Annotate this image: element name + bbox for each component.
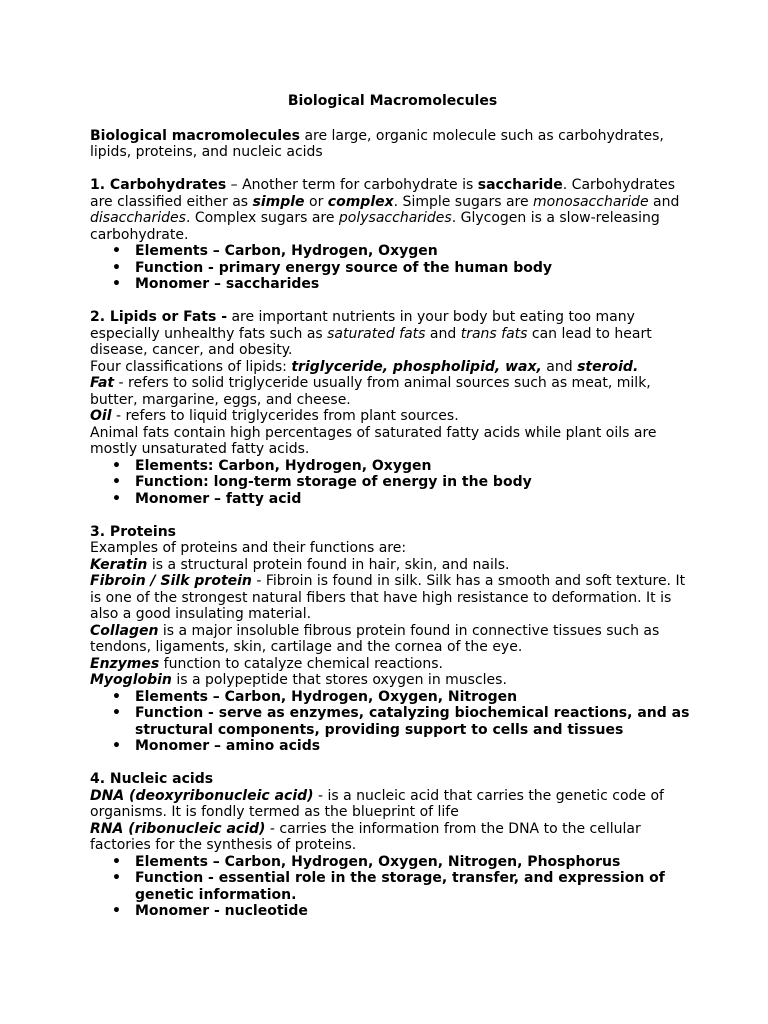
animal-fats-paragraph: Animal fats contain high percentages of saturated fatty acids while plant oils are mostly unsaturated fatty acids. [90, 424, 657, 457]
fat-definition [90, 375, 690, 408]
nucleic-heading [90, 771, 690, 788]
text-span: - Fibroin is found in silk. Silk has a smooth and soft texture. It is one of the strongest natural fibers that have high resistance to deformation. It is also a good insulating material. [90, 573, 686, 622]
text-span: and [425, 325, 461, 342]
term-simple: simple [252, 193, 305, 210]
term-collagen: Collagen [90, 622, 159, 639]
bullet-item: • Monomer – fatty acid [90, 491, 690, 508]
text-span: and [648, 193, 680, 210]
text-span: - refers to solid triglyceride usually from animal sources such as meat, milk, butter, margarine, eggs, and cheese. [90, 375, 651, 408]
text-span: . Complex sugars are [185, 210, 339, 226]
text-span: . Simple sugars are [393, 193, 534, 210]
bullet-item: • Function - primary energy source of the human body [90, 260, 690, 277]
text-span: . Carbohydrates are classified either as [90, 177, 676, 210]
term-steroid: steroid. [577, 358, 639, 375]
text-span: is a polypeptide that stores oxygen in muscles. [171, 672, 507, 688]
collagen-definition [90, 623, 690, 656]
term-saccharide: saccharide [477, 177, 563, 193]
proteins-heading-text: 3. Proteins [90, 523, 177, 540]
term-saturated-fats: saturated fats [327, 325, 426, 342]
term-keratin: Keratin [90, 556, 148, 573]
lipids-bullet-list [90, 458, 690, 508]
text-span: . Glycogen is a slow-releasing carbohydrate. [90, 210, 660, 243]
nucleic-heading-text: 4. Nucleic acids [90, 771, 214, 787]
bullet-item: • Monomer – saccharides [90, 276, 690, 293]
text-span: – Another term for carbohydrate is [226, 177, 478, 193]
bullet-item: • Elements – Carbon, Hydrogen, Oxygen [90, 243, 690, 260]
lipids-heading: 2. Lipids or Fats - [90, 309, 227, 325]
bullet-item: • Elements: Carbon, Hydrogen, Oxygen [90, 458, 690, 475]
text-span: - carries the information from the DNA to the cellular factories for the synthesis of proteins. [90, 820, 641, 853]
term-fibroin: Fibroin / Silk protein [90, 573, 252, 589]
bullet-item: • Function - essential role in the storage, transfer, and expression of genetic information. [90, 870, 690, 903]
keratin-definition [90, 557, 690, 574]
bullet-item: • Function: long-term storage of energy in the body [90, 474, 690, 491]
term-fat: Fat [90, 375, 115, 391]
text-span: - refers to liquid triglycerides from plant sources. [111, 408, 459, 424]
document-title: Biological Macromolecules [287, 93, 498, 109]
text-span: is a major insoluble fibrous protein found in connective tissues such as tendons, ligaments, skin, cartilage and the cornea of the eye. [90, 622, 660, 655]
bullet-item: • Elements – Carbon, Hydrogen, Oxygen, Nitrogen, Phosphorus [90, 854, 690, 871]
carbohydrates-heading: 1. Carbohydrates [90, 177, 227, 193]
text-span: or [304, 193, 328, 210]
bullet-item: • Function - serve as enzymes, catalyzing biochemical reactions, and as structural components, providing support to cells and tissues [90, 705, 690, 738]
text-span: function to catalyze chemical reactions. [159, 655, 443, 672]
term-myoglobin: Myoglobin [90, 672, 172, 688]
term-disaccharides: disaccharides [90, 210, 186, 226]
term-rna: RNA (ribonucleic acid) [90, 820, 266, 837]
intro-paragraph [90, 128, 690, 161]
myoglobin-definition [90, 672, 690, 689]
term-trans-fats: trans fats [460, 325, 528, 342]
text-span: - is a nucleic acid that carries the genetic code of organisms. It is fondly termed as the blueprint of life [90, 787, 664, 820]
text-span: is a structural protein found in hair, skin, and nails. [147, 556, 510, 573]
term-monosaccharide: monosaccharide [533, 193, 649, 210]
document-body [90, 93, 690, 920]
intro-term: Biological macromolecules [90, 127, 300, 144]
bullet-item: • Elements – Carbon, Hydrogen, Oxygen, Nitrogen [90, 689, 690, 706]
text-span: and [541, 358, 578, 375]
term-oil: Oil [90, 408, 112, 424]
bullet-item: • Monomer – amino acids [90, 738, 690, 755]
nucleic-bullet-list [90, 854, 690, 920]
carbohydrates-paragraph [90, 177, 690, 243]
text-span: can lead to heart disease, cancer, and obesity. [90, 325, 652, 358]
intro-text: are large, organic molecule such as carbohydrates, lipids, proteins, and nucleic acids [90, 127, 664, 160]
lipids-paragraph [90, 309, 690, 359]
term-complex: complex [327, 193, 394, 210]
dna-definition [90, 788, 690, 821]
term-lipid-classes: triglyceride, phospholipid, wax, [291, 358, 542, 375]
bullet-item: • Monomer - nucleotide [90, 903, 690, 920]
text-span: are important nutrients in your body but eating too many especially unhealthy fats such as [90, 309, 635, 342]
oil-definition [90, 408, 690, 425]
fibroin-definition [90, 573, 690, 623]
term-dna: DNA (deoxyribonucleic acid) [90, 787, 314, 804]
enzymes-definition [90, 656, 690, 673]
proteins-examples: Examples of proteins and their functions are: [90, 540, 407, 556]
proteins-bullet-list [90, 689, 690, 755]
term-polysaccharides: polysaccharides [338, 210, 452, 226]
proteins-heading [90, 524, 690, 541]
text-span: Four classifications of lipids: [90, 358, 292, 375]
rna-definition [90, 821, 690, 854]
lipid-classifications [90, 359, 690, 376]
carbohydrates-bullet-list [90, 243, 690, 293]
term-enzymes: Enzymes [90, 655, 160, 672]
